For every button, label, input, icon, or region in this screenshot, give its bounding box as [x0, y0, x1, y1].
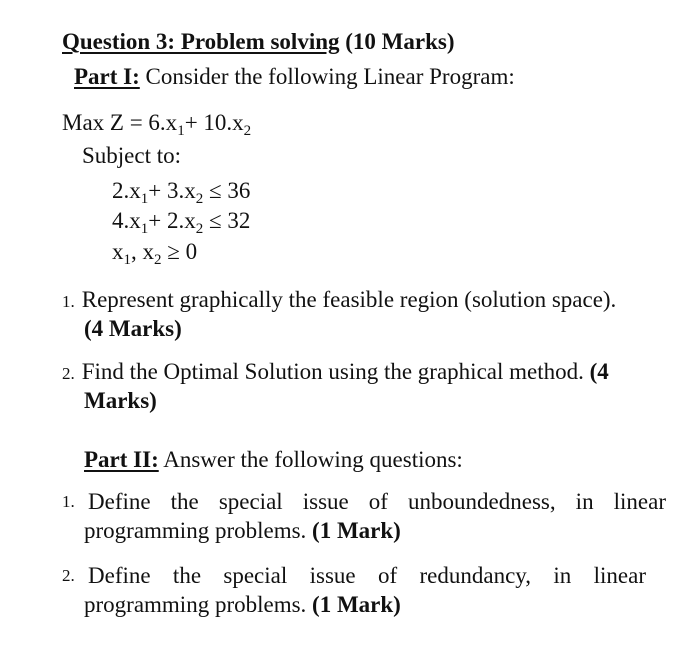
- nonneg-sub-1: 1: [123, 252, 131, 268]
- part2-q2-number: 2.: [62, 566, 75, 585]
- part1-q2-text: Find the Optimal Solution using the graphical method.: [81, 359, 584, 384]
- nonneg-x2: , x: [131, 239, 154, 264]
- objective-sub-2: 2: [243, 123, 252, 139]
- part1-question-2: [62, 358, 609, 388]
- constraint-2-sub-b: 2: [195, 221, 204, 237]
- part1-q1-text: Represent graphically the feasible region (solution space).: [81, 287, 617, 312]
- constraint-1-term-b: + 3.x: [148, 178, 196, 203]
- part1-q1-number: 1.: [62, 292, 75, 311]
- question-marks: (10 Marks): [345, 29, 455, 54]
- part2-header: [84, 446, 463, 474]
- objective-sub-1: 1: [177, 123, 185, 139]
- part2-label: Part II:: [84, 447, 159, 472]
- constraint-2-term-a: 4.x: [112, 208, 141, 233]
- part1-question-1: [62, 286, 616, 316]
- constraint-1-rel: ≤ 36: [203, 178, 251, 203]
- part1-header: [74, 63, 515, 91]
- objective-function: [62, 109, 251, 137]
- part2-question-1: [62, 488, 666, 516]
- part2-q2-marks: (1 Mark): [312, 592, 401, 617]
- part1-q1-marks: (4 Marks): [84, 316, 182, 341]
- question-title: Question 3: Problem solving: [62, 29, 340, 54]
- part1-intro: Consider the following Linear Program:: [145, 64, 515, 89]
- constraint-1: [112, 177, 250, 205]
- part2-q1-line2-row: [84, 517, 401, 545]
- part1-q2-marks-a: (4: [589, 359, 609, 384]
- constraint-1-term-a: 2.x: [112, 178, 141, 203]
- part2-q2-line1: Define the special issue of redundancy, in linear: [88, 563, 646, 588]
- part1-q2-marks-b: Marks): [84, 388, 157, 413]
- part2-q1-line1: Define the special issue of unboundedness, in linear: [88, 489, 666, 514]
- objective-term-1: Max Z = 6.x: [62, 110, 178, 135]
- nonneg-sub-2: 2: [154, 252, 162, 268]
- part1-q2-number: 2.: [62, 364, 75, 383]
- part2-q2-line2: programming problems.: [84, 592, 307, 617]
- objective-term-2: + 10.x: [184, 110, 244, 135]
- constraint-2: [112, 207, 250, 235]
- nonneg-rel: ≥ 0: [161, 239, 198, 264]
- question-heading: [62, 28, 455, 56]
- nonnegativity-constraint: [112, 238, 197, 266]
- constraint-2-sub-a: 1: [140, 221, 149, 237]
- nonneg-x1: x: [112, 239, 124, 264]
- part2-q1-line2: programming problems.: [84, 518, 307, 543]
- part2-question-2: [62, 562, 646, 590]
- part2-q2-line2-row: [84, 591, 401, 619]
- constraint-2-term-b: + 2.x: [148, 208, 196, 233]
- constraint-2-rel: ≤ 32: [203, 208, 251, 233]
- constraint-1-sub-a: 1: [140, 191, 149, 207]
- part1-label: Part I:: [74, 64, 140, 89]
- constraint-1-sub-b: 2: [195, 191, 204, 207]
- part2-q1-marks: (1 Mark): [312, 518, 401, 543]
- part2-intro: Answer the following questions:: [163, 447, 463, 472]
- part2-q1-number: 1.: [62, 492, 75, 511]
- subject-to: Subject to:: [82, 143, 182, 168]
